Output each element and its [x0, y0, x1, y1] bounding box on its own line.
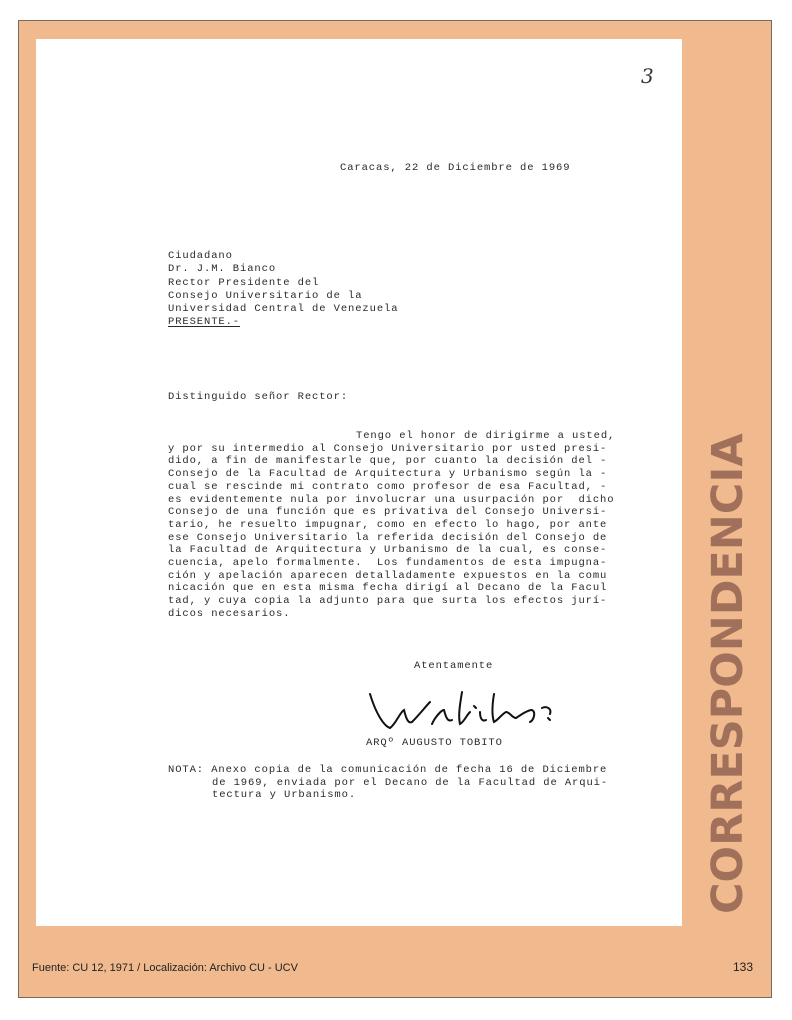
body-line: ción y apelación aparecen detalladamente expuestos en la comu [168, 569, 608, 582]
addressee-line: PRESENTE.- [168, 316, 241, 329]
source-caption: Fuente: CU 12, 1971 / Localización: Archivo CU - UCV [32, 962, 298, 974]
section-title-vertical: CORRESPONDENCIA [703, 433, 753, 914]
body-line: nicación que en esta misma fecha dirigí al Decano de la Facul [168, 582, 608, 595]
handwritten-page-number: 3 [641, 64, 654, 88]
addressee-line: Dr. J.M. Bianco [168, 263, 277, 276]
nota-line: de 1969, enviada por el Decano de la Facultad de Arqui- [212, 776, 609, 789]
signer-name: ARQº AUGUSTO TOBITO [366, 737, 503, 749]
nota-line: NOTA: Anexo copia de la comunicación de fecha 16 de Diciembre [168, 764, 608, 776]
body-line: cual se rescinde mi contrato como profesor de esa Facultad, - [168, 480, 608, 493]
addressee-line: Rector Presidente del [168, 276, 320, 289]
body-line: tario, he resuelto impugnar, como en efecto lo hago, por ante [168, 518, 608, 531]
body-line: cuencia, apelo formalmente. Los fundamentos de esta impugna- [168, 557, 608, 570]
body-line: la Facultad de Arquitectura y Urbanismo de la cual, es conse- [168, 544, 608, 557]
body-line: tad, y cuya copia la adjunto para que surta los efectos jurí- [168, 595, 608, 608]
closing: Atentamente [414, 660, 494, 672]
body-line: y por su intermedio al Consejo Universitario por usted presi- [168, 442, 608, 455]
body-line: dido, a fin de manifestarle que, por cuanto la decisión del - [168, 455, 608, 468]
letter-body [168, 430, 638, 621]
salutation: Distinguido señor Rector: [168, 391, 349, 403]
body-line: Consejo de una función que es privativa del Consejo Universi- [168, 506, 608, 519]
body-line: es evidentemente nula por involucrar una usurpación por dicho [168, 493, 615, 506]
nota-line: tectura y Urbanismo. [212, 789, 357, 802]
body-line: dicos necesarios. [168, 607, 291, 620]
handwritten-signature [366, 684, 616, 736]
page-number: 133 [733, 960, 754, 974]
addressee-line: Consejo Universitario de la [168, 289, 363, 302]
addressee-line: Universidad Central de Venezuela [168, 303, 399, 316]
body-line: Consejo de la Facultad de Arquitectura y Urbanismo según la - [168, 468, 608, 481]
nota-block [168, 764, 608, 802]
body-line: ese Consejo Universitario la referida decisión del Consejo de [168, 531, 608, 544]
addressee-line: Ciudadano [168, 250, 233, 262]
addressee-block [168, 250, 398, 330]
body-line: Tengo el honor de dirigirme a usted, [356, 430, 616, 442]
letter-date: Caracas, 22 de Diciembre de 1969 [340, 162, 571, 174]
